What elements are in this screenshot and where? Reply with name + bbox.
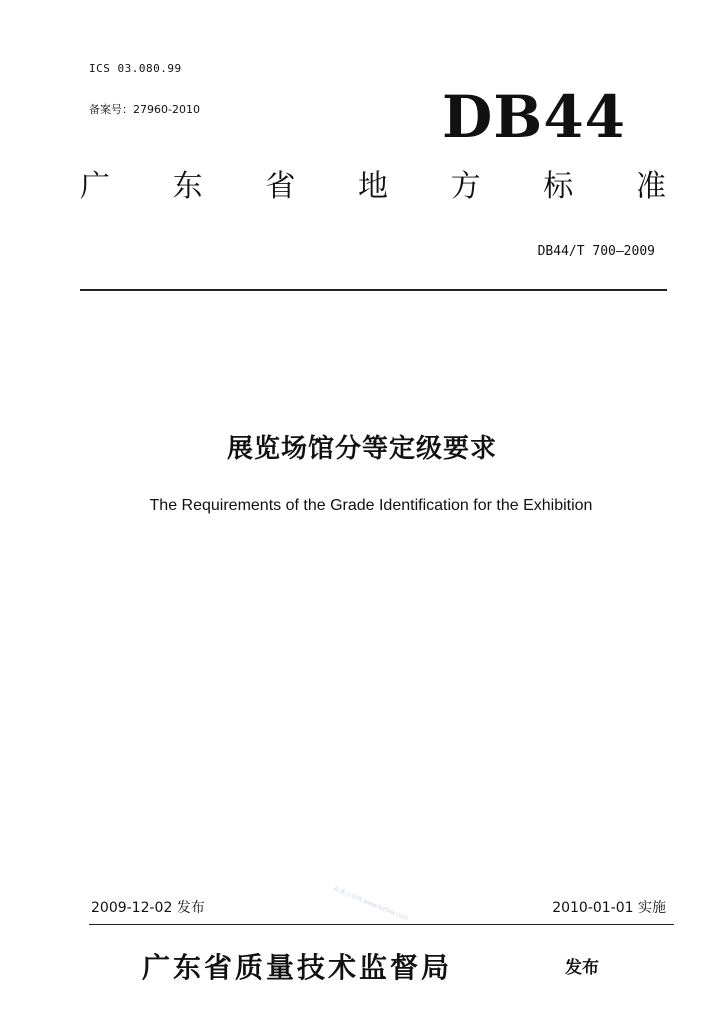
- watermark: 标准分享网 www.bzfxw.com: [332, 885, 410, 923]
- ics-code: ICS 03.080.99: [89, 62, 182, 75]
- standard-type-char: 东: [172, 169, 203, 204]
- standard-mark: DB44: [442, 83, 627, 151]
- standard-type-char: 方: [450, 169, 481, 204]
- standard-type-heading: [80, 169, 666, 204]
- header-divider: [80, 289, 667, 291]
- issue-date: 2009-12-02 发布: [91, 900, 205, 916]
- implement-date: 2010-01-01 实施: [552, 900, 666, 916]
- standard-type-char: 广: [80, 169, 110, 204]
- document-title-chinese: 展览场馆分等定级要求: [226, 434, 497, 464]
- standard-number: DB44/T 700—2009: [537, 244, 655, 259]
- standard-type-char: 准: [635, 169, 666, 204]
- footer-divider: [89, 924, 674, 925]
- document-title-english: The Requirements of the Grade Identification for the Exhibition: [149, 497, 593, 514]
- publish-label: 发布: [565, 958, 599, 978]
- standard-type-char: 标: [543, 169, 574, 204]
- standard-type-char: 省: [265, 169, 296, 204]
- standard-type-char: 地: [357, 169, 388, 204]
- publisher-name: 广东省质量技术监督局: [142, 951, 453, 984]
- record-number: 备案号：27960-2010: [89, 103, 200, 116]
